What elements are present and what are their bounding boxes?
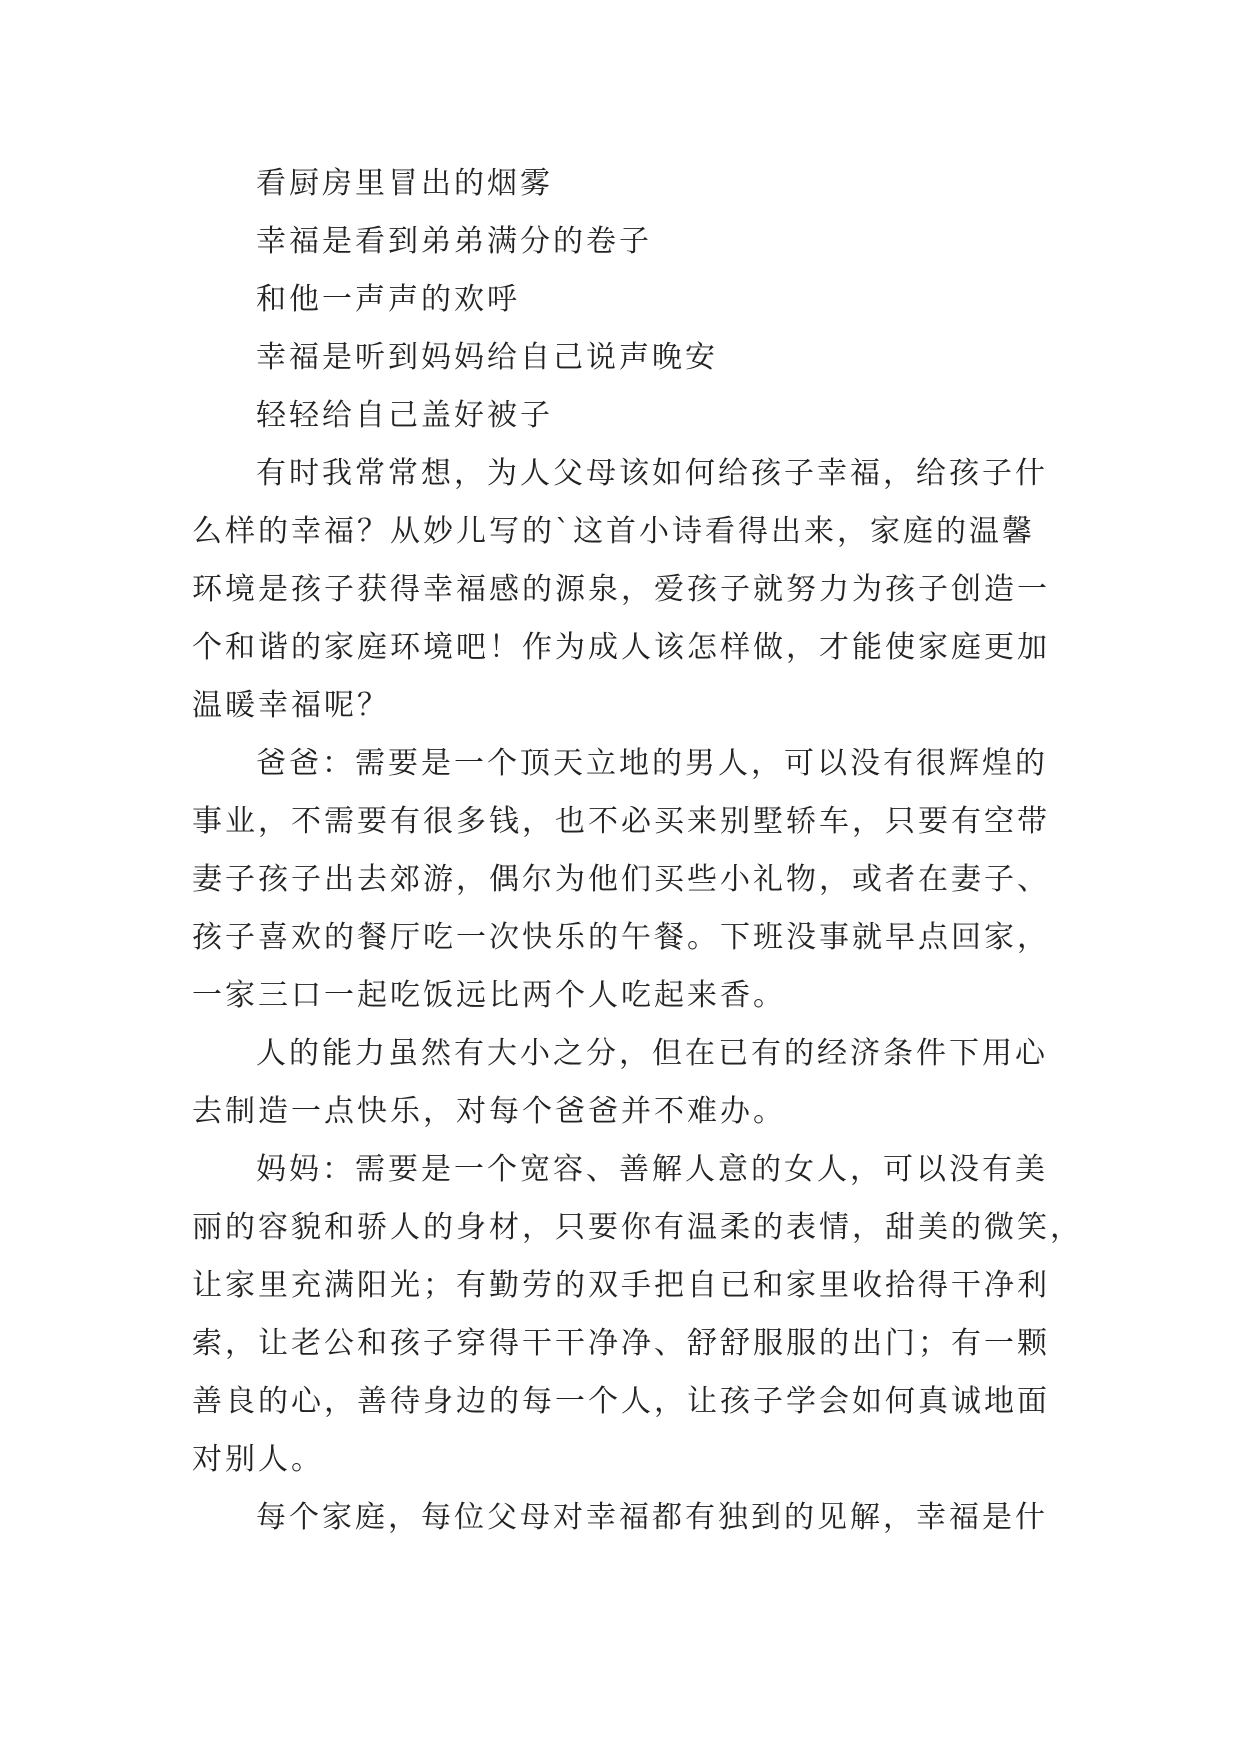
paragraph-line: 善良的心，善待身边的每一个人，让孩子学会如何真诚地面 [192,1384,1050,1419]
paragraph-line: 妈妈：需要是一个宽容、善解人意的女人，可以没有美 [256,1152,1048,1187]
poem-line: 看厨房里冒出的烟雾 [256,166,553,201]
poem-line: 幸福是听到妈妈给自己说声晚安 [256,340,718,375]
paragraph-line: 去制造一点快乐，对每个爸爸并不难办。 [192,1094,786,1129]
poem-line: 轻轻给自己盖好被子 [256,398,553,433]
paragraph-line: 么样的幸福？从妙儿写的`这首小诗看得出来，家庭的温馨 [192,514,1035,549]
paragraph-line: 丽的容貌和骄人的身材，只要你有温柔的表情，甜美的微笑， [192,1210,1083,1245]
poem-line: 幸福是看到弟弟满分的卷子 [256,224,652,259]
paragraph-line: 索，让老公和孩子穿得干干净净、舒舒服服的出门；有一颗 [192,1326,1050,1361]
poem-line: 和他一声声的欢呼 [256,282,520,317]
paragraph-line: 有时我常常想，为人父母该如何给孩子幸福，给孩子什 [256,456,1048,491]
paragraph-line: 一家三口一起吃饭远比两个人吃起来香。 [192,978,786,1013]
paragraph-line: 每个家庭，每位父母对幸福都有独到的见解，幸福是什 [256,1500,1048,1535]
paragraph-line: 温暖幸福呢？ [192,688,390,723]
paragraph-line: 环境是孩子获得幸福感的源泉，爱孩子就努力为孩子创造一 [192,572,1050,607]
document-body [192,155,1083,1547]
paragraph-line: 爸爸：需要是一个顶天立地的男人，可以没有很辉煌的 [256,746,1048,781]
paragraph-line: 妻子孩子出去郊游，偶尔为他们买些小礼物，或者在妻子、 [192,862,1050,897]
paragraph-line: 让家里充满阳光；有勤劳的双手把自已和家里收拾得干净利 [192,1268,1050,1303]
paragraph-line: 孩子喜欢的餐厅吃一次快乐的午餐。下班没事就早点回家， [192,920,1050,955]
paragraph-line: 人的能力虽然有大小之分，但在已有的经济条件下用心 [256,1036,1048,1071]
paragraph-line: 事业，不需要有很多钱，也不必买来别墅轿车，只要有空带 [192,804,1050,839]
paragraph-line: 对别人。 [192,1442,324,1477]
paragraph-line: 个和谐的家庭环境吧！作为成人该怎样做，才能使家庭更加 [192,630,1050,665]
